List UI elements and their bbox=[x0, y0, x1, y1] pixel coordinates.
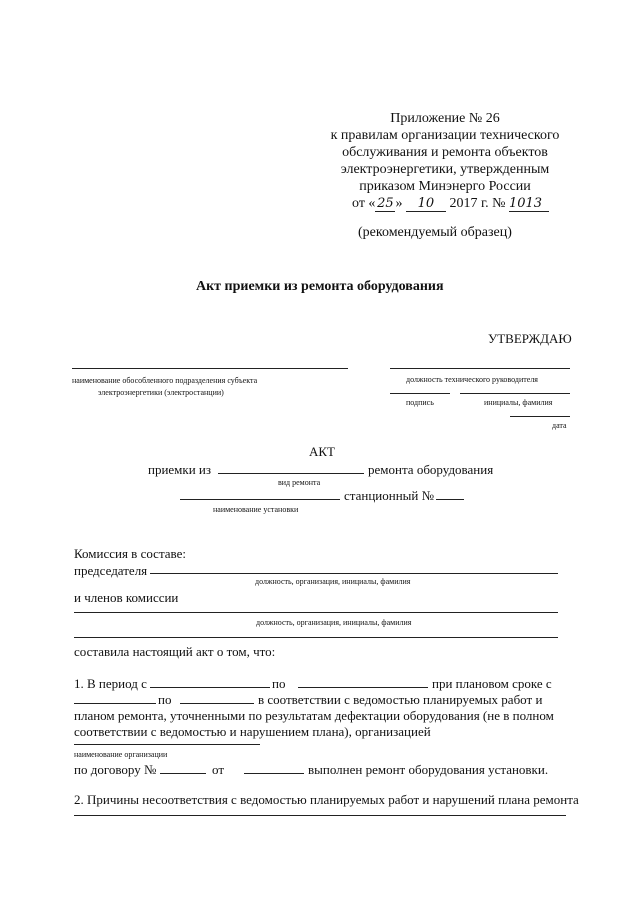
org-name-caption-2: электроэнергетики (электростанции) bbox=[98, 388, 224, 397]
handwritten-number: 1013 bbox=[509, 196, 549, 212]
organization-line bbox=[74, 744, 260, 745]
commission-composed: Комиссия в составе: bbox=[74, 546, 186, 561]
appendix-number: Приложение № 26 bbox=[390, 111, 500, 126]
appendix-rules-line: к правилам организации технического bbox=[330, 128, 560, 143]
chairman-caption: должность, организация, инициалы, фамилия bbox=[255, 577, 411, 586]
period-to-label: по bbox=[272, 676, 286, 691]
position-caption: должность технического руководителя bbox=[406, 375, 538, 384]
signature-line bbox=[390, 393, 450, 394]
contract-number-line bbox=[160, 773, 206, 774]
installation-name-line bbox=[180, 499, 340, 500]
date-caption: дата bbox=[552, 421, 567, 430]
members-line-2 bbox=[74, 637, 558, 638]
according-text: в соответствии с ведомостью планируемых работ и bbox=[258, 692, 543, 707]
year-text: 2017 г. № bbox=[449, 196, 506, 211]
members-label: и членов комиссии bbox=[74, 590, 179, 605]
compliance-text-line: соответствии с ведомостью и нарушением плана), организацией bbox=[74, 724, 431, 739]
handwritten-month: 10 bbox=[406, 196, 446, 212]
act-heading: АКТ bbox=[309, 444, 335, 459]
handwritten-day: 25 bbox=[377, 196, 394, 211]
initials-caption: инициалы, фамилия bbox=[484, 398, 553, 407]
station-number-line bbox=[436, 499, 464, 500]
contract-from-label: от bbox=[212, 762, 225, 777]
item2-line bbox=[74, 815, 566, 816]
planned-from-line bbox=[74, 703, 156, 704]
organization-caption: наименование организации bbox=[74, 750, 168, 759]
position-line bbox=[390, 368, 570, 369]
repair-done-text: выполнен ремонт оборудования установки. bbox=[308, 762, 549, 777]
station-number-label: станционный № bbox=[344, 488, 435, 503]
appendix-order-line: приказом Минэнерго России bbox=[359, 179, 531, 194]
accept-from-label: приемки из bbox=[148, 462, 212, 477]
contract-date-line bbox=[244, 773, 304, 774]
approve-label: УТВЕРЖДАЮ bbox=[488, 331, 572, 346]
compiled-text: составила настоящий акт о том, что: bbox=[74, 644, 276, 659]
org-name-caption-1: наименование обособленного подразделения субъекта bbox=[72, 376, 258, 385]
repair-type-line bbox=[218, 473, 364, 474]
planned-to-line bbox=[180, 703, 254, 704]
item2-reasons-text: 2. Причины несоответствия с ведомостью планируемых работ и нарушений плана ремонта bbox=[74, 792, 579, 807]
chairman-label: председателя bbox=[74, 563, 148, 578]
appendix-maintenance-line: обслуживания и ремонта объектов bbox=[342, 145, 548, 160]
repair-equipment-label: ремонта оборудования bbox=[368, 462, 494, 477]
period-to-line bbox=[298, 687, 428, 688]
members-line bbox=[74, 612, 558, 613]
date-line bbox=[510, 416, 570, 417]
recommended-sample: (рекомендуемый образец) bbox=[358, 225, 512, 240]
repair-type-caption: вид ремонта bbox=[278, 478, 321, 487]
plan-text-line: планом ремонта, уточненными по результатам дефектации оборудования (не в полном bbox=[74, 708, 554, 723]
planned-label: при плановом сроке с bbox=[432, 676, 552, 691]
date-day-close: » bbox=[395, 196, 403, 211]
period-from-line bbox=[150, 687, 270, 688]
installation-caption: наименование установки bbox=[213, 505, 299, 514]
chairman-line bbox=[150, 573, 558, 574]
signature-caption: подпись bbox=[406, 398, 434, 407]
date-prefix: от « bbox=[352, 196, 376, 211]
members-caption: должность, организация, инициалы, фамилия bbox=[256, 618, 412, 627]
initials-line bbox=[460, 393, 570, 394]
document-title: Акт приемки из ремонта оборудования bbox=[196, 279, 444, 294]
contract-label: по договору № bbox=[74, 762, 157, 777]
appendix-approved-line: электроэнергетики, утвержденным bbox=[340, 162, 550, 177]
planned-to-label: по bbox=[158, 692, 172, 707]
order-date-line bbox=[352, 196, 549, 212]
appendix-block bbox=[300, 110, 590, 195]
period-from-label: 1. В период с bbox=[74, 676, 147, 691]
org-name-line bbox=[72, 368, 348, 369]
